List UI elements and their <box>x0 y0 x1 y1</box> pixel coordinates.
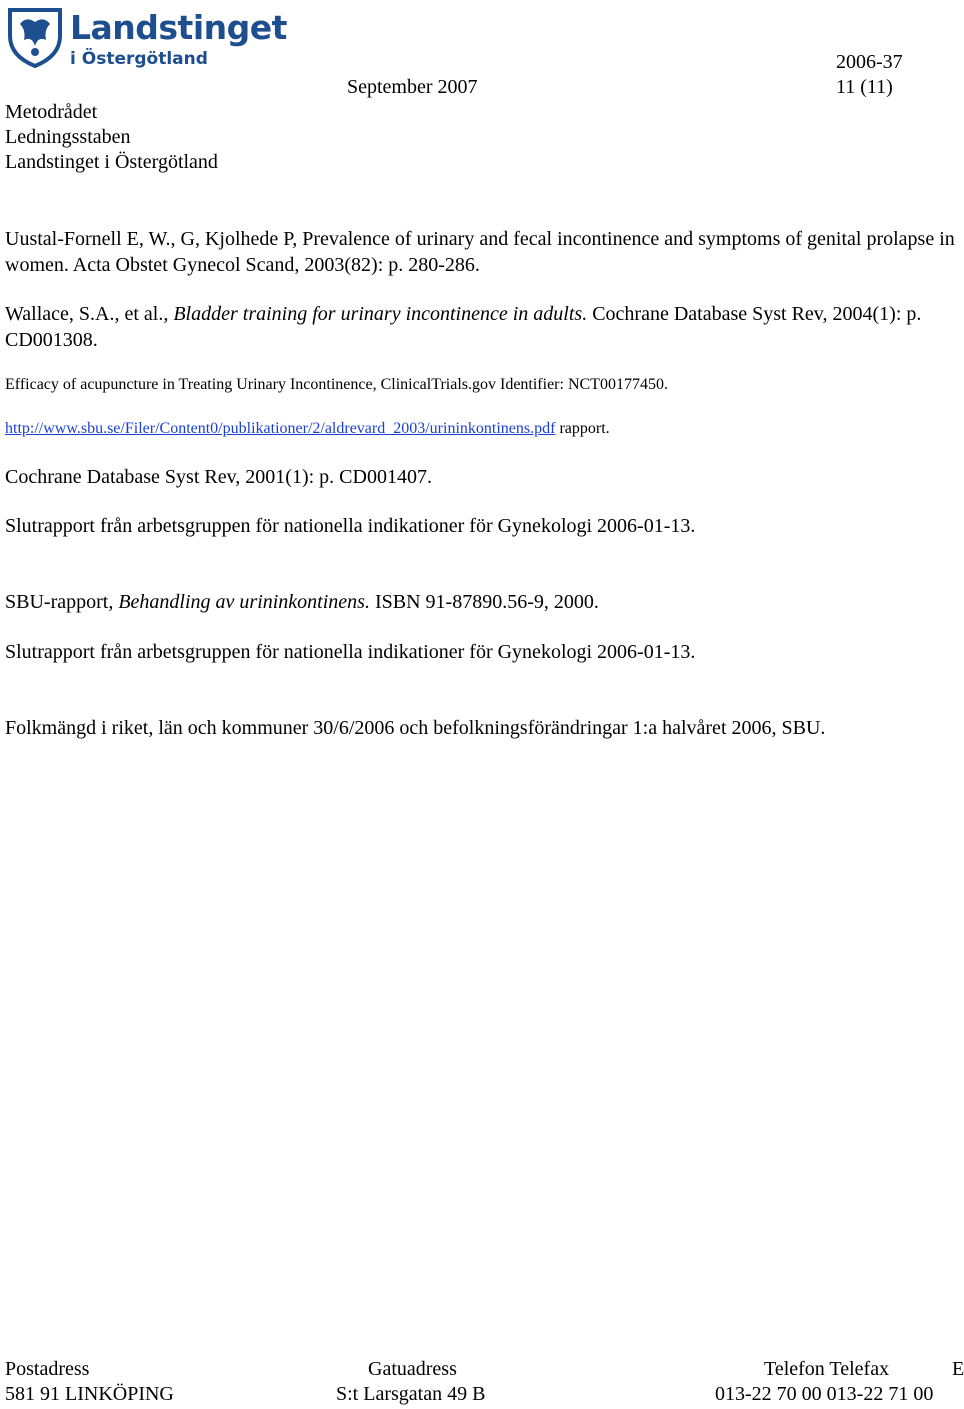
footer-postadress: 581 91 LINKÖPING <box>5 1383 174 1405</box>
footer-gatuadress-label: Gatuadress <box>368 1358 457 1380</box>
sbu-report-suffix: rapport. <box>555 420 610 437</box>
reference-cochrane-2001: Cochrane Database Syst Rev, 2001(1): p. CD001407. <box>5 466 432 488</box>
reference-clinicaltrials: Efficacy of acupuncture in Treating Urinary Incontinence, ClinicalTrials.gov Identifier: NCT00177450. <box>5 376 668 393</box>
org-name-line-1: Metodrådet <box>5 101 98 123</box>
footer-extra-label: E <box>952 1358 964 1380</box>
logo-subtitle: i Östergötland <box>70 49 208 69</box>
reference-sbu-link <box>5 416 955 442</box>
org-name-line-3: Landstinget i Östergötland <box>5 151 218 173</box>
reference-wallace-authors: Wallace, S.A., et al., <box>5 303 174 325</box>
reference-slutrapport-1: Slutrapport från arbetsgruppen för nationella indikationer för Gynekologi 2006-01-13. <box>5 515 696 537</box>
landstinget-logo <box>4 4 287 72</box>
reference-sbu-rapport <box>5 589 955 615</box>
reference-wallace-source: Cochrane Database Syst Rev, 2004(1): p. CD001308. <box>5 303 922 351</box>
reference-sbu-suffix: ISBN 91-87890.56-9, 2000. <box>369 591 599 613</box>
org-name-line-2: Ledningsstaben <box>5 126 131 148</box>
footer-telefon: 013-22 70 00 013-22 71 00 <box>715 1383 934 1405</box>
footer-postadress-label: Postadress <box>5 1358 90 1380</box>
reference-uustal-fornell: Uustal-Fornell E, W., G, Kjolhede P, Prevalence of urinary and fecal incontinence and symptoms of genital prolapse in women. Acta Obstet Gynecol Scand, 2003(82): p. 280-286. <box>5 228 955 276</box>
document-date: September 2007 <box>347 76 478 98</box>
footer-telefon-label: Telefon Telefax <box>764 1358 890 1380</box>
reference-wallace-title: Bladder training for urinary incontinence in adults. <box>173 303 588 325</box>
coat-of-arms-icon <box>6 6 64 68</box>
sbu-report-link[interactable]: http://www.sbu.se/Filer/Content0/publikationer/2/aldrevard_2003/urininkontinens.pdf <box>5 420 556 437</box>
footer-gatuadress: S:t Larsgatan 49 B <box>336 1383 486 1405</box>
reference-wallace <box>5 301 955 353</box>
reference-sbu-prefix: SBU-rapport, <box>5 591 119 613</box>
document-number: 2006-37 <box>836 51 903 73</box>
reference-folkmangd: Folkmängd i riket, län och kommuner 30/6/2006 och befolkningsförändringar 1:a halvåret 2006, SBU. <box>5 717 826 739</box>
reference-sbu-title: Behandling av urininkontinens. <box>118 591 370 613</box>
reference-slutrapport-2: Slutrapport från arbetsgruppen för nationella indikationer för Gynekologi 2006-01-13. <box>5 641 696 663</box>
logo-name: Landstinget <box>70 8 287 47</box>
page-number: 11 (11) <box>836 76 893 98</box>
